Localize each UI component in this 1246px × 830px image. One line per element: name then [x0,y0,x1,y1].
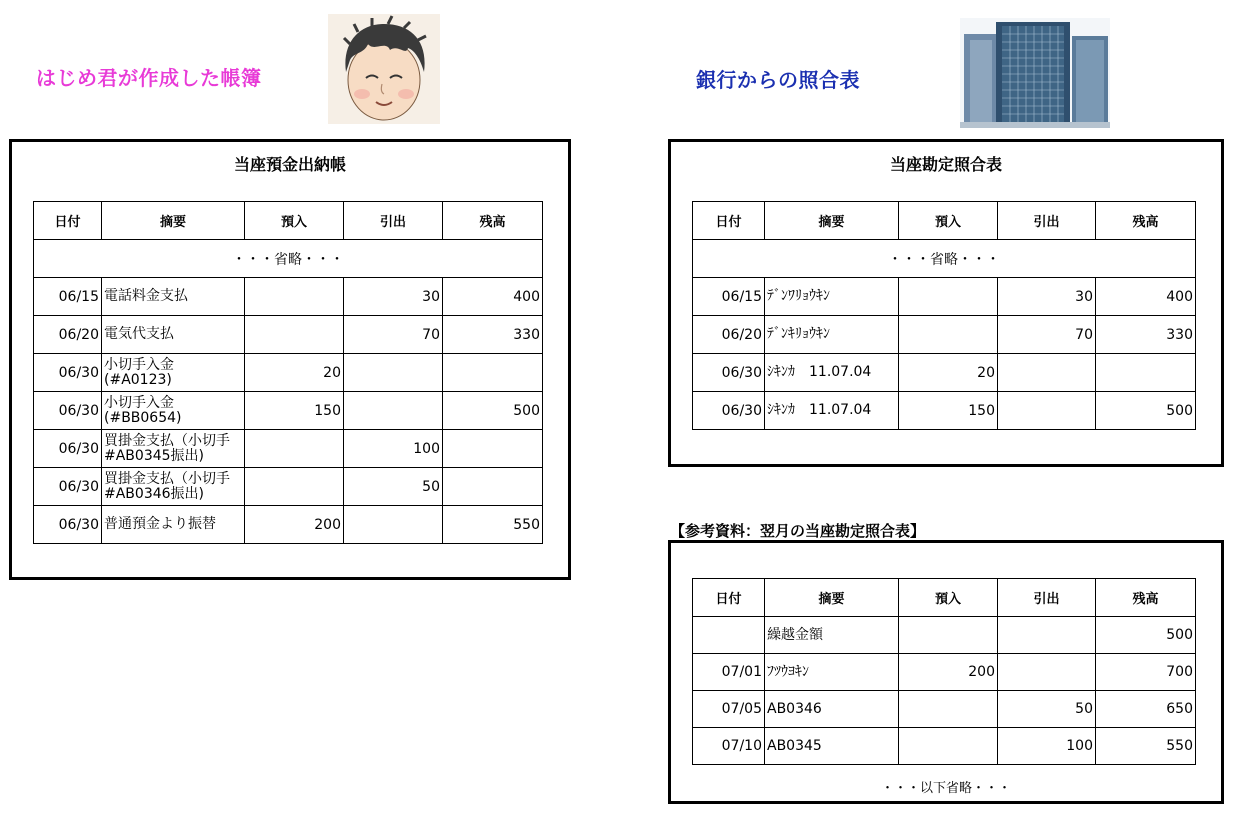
table-row [34,316,543,354]
bank-cell-desc: ｼｷﾝｶ 11.07.04 [765,354,899,392]
bank-header-deposit: 預入 [899,202,998,240]
table-row [34,392,543,430]
bank-cell-withdraw: 30 [998,278,1096,316]
bank-cell-date: 06/15 [693,278,765,316]
bank-cell-deposit [899,316,998,354]
ledger-header-withdraw: 引出 [344,202,443,240]
ledger-cell-withdraw: 70 [344,316,443,354]
reference-cell-date: 07/01 [693,654,765,691]
reference-cell-desc: AB0346 [765,691,899,728]
ledger-cell-date: 06/30 [34,354,102,392]
ledger-cell-deposit: 150 [245,392,344,430]
ledger-box [9,139,571,580]
ledger-cell-date: 06/15 [34,278,102,316]
bank-cell-date: 06/30 [693,392,765,430]
reference-cell-balance: 500 [1096,617,1196,654]
ledger-cell-desc: 買掛金支払（小切手 #AB0345振出) [102,430,245,468]
left-section-title: はじめ君が作成した帳簿 [36,66,262,90]
reference-cell-withdraw: 100 [998,728,1096,765]
ledger-cell-deposit: 200 [245,506,344,544]
ledger-cell-desc: 小切手入金 (#A0123) [102,354,245,392]
table-row [34,468,543,506]
ledger-cell-date: 06/30 [34,392,102,430]
bank-header-withdraw: 引出 [998,202,1096,240]
table-row [693,617,1196,654]
reference-cell-deposit: 200 [899,654,998,691]
ledger-cell-date: 06/20 [34,316,102,354]
bank-cell-balance: 330 [1096,316,1196,354]
bank-cell-balance [1096,354,1196,392]
bank-cell-deposit: 150 [899,392,998,430]
ledger-cell-balance: 550 [443,506,543,544]
table-row [34,354,543,392]
ledger-header-date: 日付 [34,202,102,240]
bank-omitted-row: ・・・省略・・・ [693,240,1196,278]
ledger-cell-withdraw: 30 [344,278,443,316]
ledger-header-deposit: 預入 [245,202,344,240]
reference-cell-desc: 繰越金額 [765,617,899,654]
bank-cell-withdraw [998,354,1096,392]
ledger-cell-desc: 小切手入金 (#BB0654) [102,392,245,430]
bank-cell-balance: 500 [1096,392,1196,430]
ledger-cell-withdraw [344,392,443,430]
bank-header-balance: 残高 [1096,202,1196,240]
ledger-cell-desc: 電気代支払 [102,316,245,354]
table-row [693,691,1196,728]
bank-cell-date: 06/20 [693,316,765,354]
ledger-title: 当座預金出納帳 [233,155,346,174]
reference-header-balance: 残高 [1096,579,1196,617]
ledger-cell-balance: 500 [443,392,543,430]
bank-cell-desc: ｼｷﾝｶ 11.07.04 [765,392,899,430]
reference-header-date: 日付 [693,579,765,617]
reference-cell-deposit [899,617,998,654]
reference-table [692,578,1196,765]
bank-statement-table [692,201,1196,430]
bank-statement-box [668,139,1224,467]
ledger-cell-deposit [245,316,344,354]
bank-cell-desc: ﾃﾞﾝｷﾘｮｳｷﾝ [765,316,899,354]
reference-cell-balance: 650 [1096,691,1196,728]
reference-cell-withdraw [998,654,1096,691]
ledger-cell-withdraw [344,506,443,544]
bank-cell-balance: 400 [1096,278,1196,316]
reference-footer: ・・・以下省略・・・ [880,781,1011,796]
table-row [693,354,1196,392]
ledger-header-desc: 摘要 [102,202,245,240]
reference-cell-balance: 700 [1096,654,1196,691]
table-row [34,506,543,544]
table-row [34,278,543,316]
ledger-cell-balance [443,354,543,392]
ledger-cell-deposit: 20 [245,354,344,392]
ledger-cell-withdraw: 50 [344,468,443,506]
ledger-cell-desc: 電話料金支払 [102,278,245,316]
ledger-cell-date: 06/30 [34,430,102,468]
reference-cell-desc: AB0345 [765,728,899,765]
buildings-illustration [960,18,1110,128]
reference-cell-deposit [899,728,998,765]
table-row [693,654,1196,691]
reference-cell-withdraw: 50 [998,691,1096,728]
table-row [693,728,1196,765]
ledger-cell-date: 06/30 [34,506,102,544]
ledger-cell-withdraw: 100 [344,430,443,468]
ledger-cell-deposit [245,430,344,468]
bank-cell-deposit: 20 [899,354,998,392]
boy-face-illustration [328,14,440,124]
ledger-cell-withdraw [344,354,443,392]
table-row [34,430,543,468]
ledger-cell-deposit [245,278,344,316]
bank-cell-date: 06/30 [693,354,765,392]
table-row [693,316,1196,354]
ledger-cell-date: 06/30 [34,468,102,506]
reference-cell-balance: 550 [1096,728,1196,765]
reference-header-desc: 摘要 [765,579,899,617]
bank-cell-deposit [899,278,998,316]
bank-header-date: 日付 [693,202,765,240]
reference-cell-date: 07/10 [693,728,765,765]
reference-header-withdraw: 引出 [998,579,1096,617]
reference-cell-date: 07/05 [693,691,765,728]
bank-cell-withdraw: 70 [998,316,1096,354]
ledger-cell-desc: 買掛金支払（小切手 #AB0346振出) [102,468,245,506]
ledger-cell-balance [443,430,543,468]
ledger-header-balance: 残高 [443,202,543,240]
ledger-table [33,201,543,544]
reference-box [668,540,1224,804]
ledger-cell-balance: 400 [443,278,543,316]
reference-cell-deposit [899,691,998,728]
ledger-cell-balance: 330 [443,316,543,354]
table-row [693,392,1196,430]
reference-header-deposit: 預入 [899,579,998,617]
reference-cell-date [693,617,765,654]
ledger-cell-balance [443,468,543,506]
ledger-cell-desc: 普通預金より振替 [102,506,245,544]
bank-statement-title: 当座勘定照合表 [889,155,1002,174]
ledger-omitted-row: ・・・省略・・・ [34,240,543,278]
right-section-title: 銀行からの照合表 [696,68,860,92]
ledger-cell-deposit [245,468,344,506]
reference-cell-desc: ﾌﾂｳﾖｷﾝ [765,654,899,691]
bank-header-desc: 摘要 [765,202,899,240]
reference-cell-withdraw [998,617,1096,654]
bank-cell-withdraw [998,392,1096,430]
table-row [693,278,1196,316]
reference-title: 【参考資料：翌月の当座勘定照合表】 [670,522,926,540]
bank-cell-desc: ﾃﾞﾝﾜﾘｮｳｷﾝ [765,278,899,316]
